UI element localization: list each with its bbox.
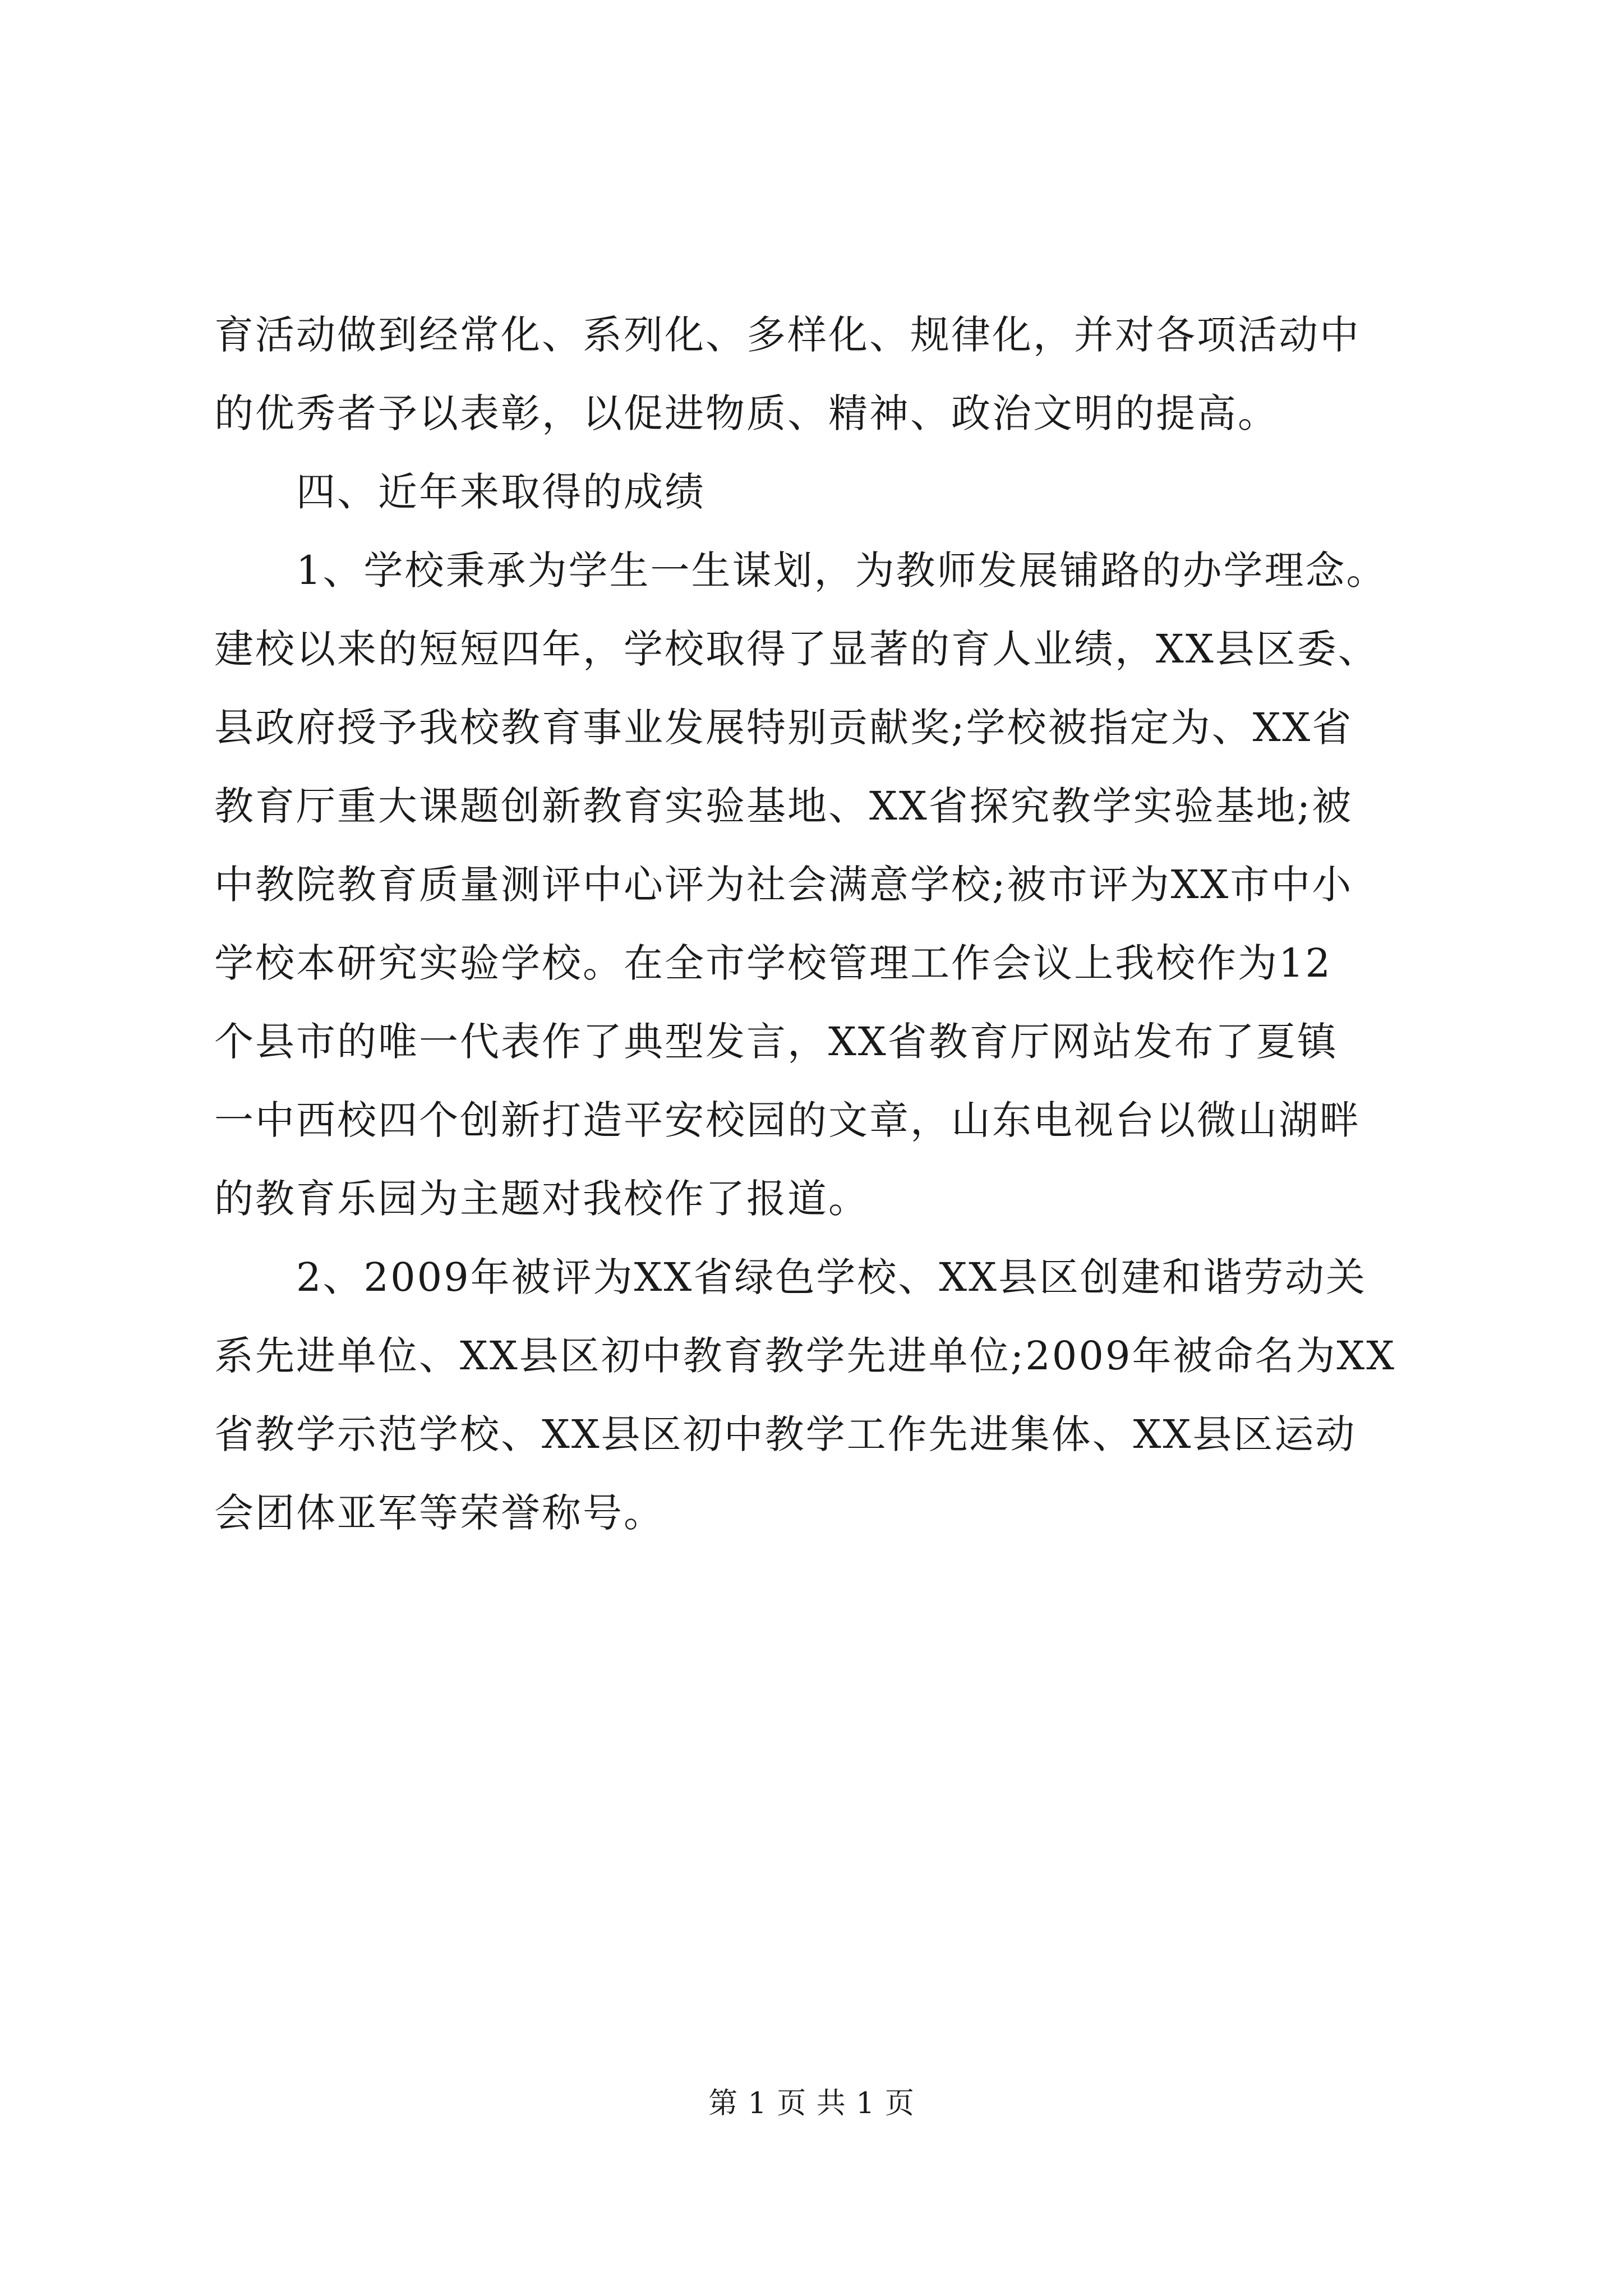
text-line-10: 个县市的唯一代表作了典型发言，XX省教育厅网站发布了夏镇 xyxy=(214,1019,1338,1065)
text-line-6: 县政府授予我校教育事业发展特别贡献奖;学校被指定为、XX省 xyxy=(214,705,1353,751)
text-line-5: 建校以来的短短四年，学校取得了显著的育人业绩，XX县区委、 xyxy=(214,626,1379,672)
text-line-14: 系先进单位、XX县区初中教育教学先进单位;2009年被命名为XX xyxy=(214,1333,1396,1379)
text-line-12: 的教育乐园为主题对我校作了报道。 xyxy=(214,1176,869,1222)
text-line-16: 会团体亚军等荣誉称号。 xyxy=(214,1490,665,1536)
section-heading: 四、近年来取得的成绩 xyxy=(296,469,706,515)
text-line-15: 省教学示范学校、XX县区初中教学工作先进集体、XX县区运动 xyxy=(214,1411,1357,1457)
text-line-4: 1、学校秉承为学生一生谋划，为教师发展铺路的办学理念。 xyxy=(296,547,1387,593)
text-line-2: 的优秀者予以表彰，以促进物质、精神、政治文明的提高。 xyxy=(214,390,1279,436)
text-line-13: 2、2009年被评为XX省绿色学校、XX县区创建和谐劳动关 xyxy=(296,1254,1367,1300)
text-line-7: 教育厅重大课题创新教育实验基地、XX省探究教学实验基地;被 xyxy=(214,783,1353,829)
text-line-1: 育活动做到经常化、系列化、多样化、规律化，并对各项活动中 xyxy=(214,312,1361,358)
text-line-8: 中教院教育质量测评中心评为社会满意学校;被市评为XX市中小 xyxy=(214,862,1353,908)
text-line-11: 一中西校四个创新打造平安校园的文章，山东电视台以微山湖畔 xyxy=(214,1097,1361,1143)
text-line-9: 学校本研究实验学校。在全市学校管理工作会议上我校作为12 xyxy=(214,940,1332,986)
page-footer: 第 1 页 共 1 页 xyxy=(708,2087,915,2120)
